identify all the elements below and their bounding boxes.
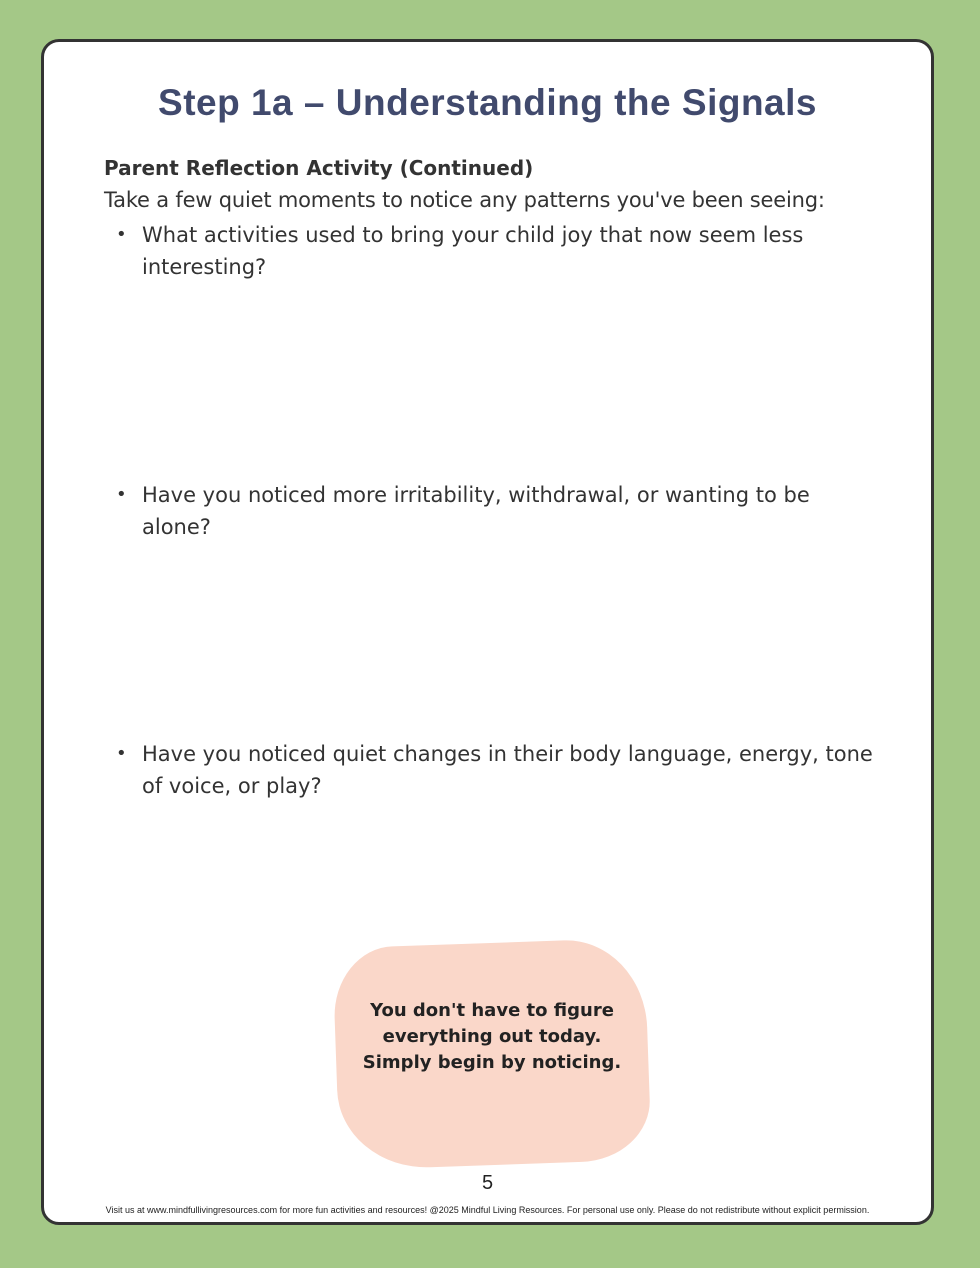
- reflection-question: [116, 738, 876, 802]
- reflection-question: [116, 219, 876, 283]
- activity-subtitle: Parent Reflection Activity (Continued): [104, 156, 534, 180]
- bullet-icon: •: [116, 484, 127, 505]
- encouragement-note-text: You don't have to figure everything out today. Simply begin by noticing.: [362, 1000, 622, 1073]
- footer-disclaimer: Visit us at www.mindfullivingresources.com for more fun activities and resources! @2025 Mindful Living Resources. For personal use only. Please do not redistribute without explicit permission.: [105, 1205, 870, 1215]
- page-title: Step 1a – Understanding the Signals: [158, 82, 817, 123]
- question-text: Have you noticed more irritability, withdrawal, or wanting to be alone?: [142, 483, 810, 539]
- intro-text: Take a few quiet moments to notice any patterns you've been seeing:: [104, 188, 825, 212]
- question-text: Have you noticed quiet changes in their body language, energy, tone of voice, or play?: [142, 742, 873, 798]
- question-text: What activities used to bring your child joy that now seem less interesting?: [142, 223, 804, 279]
- page-number: 5: [481, 1172, 494, 1194]
- reflection-question: [116, 479, 876, 543]
- worksheet-page: [41, 39, 934, 1225]
- bullet-icon: •: [116, 743, 127, 764]
- bullet-icon: •: [116, 224, 127, 245]
